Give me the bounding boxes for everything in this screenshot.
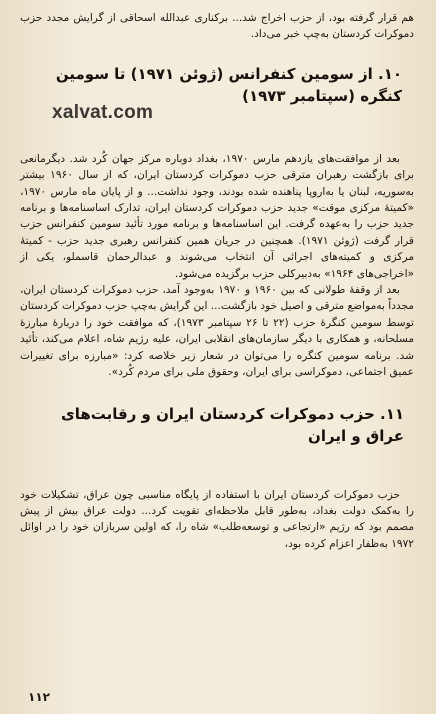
watermark-text: xalvat.com	[52, 102, 154, 123]
page-number: ۱۱۲	[28, 690, 50, 704]
section-10-paragraph-2: بعد از وقفهٔ طولانی که بین ۱۹۶۰ و ۱۹۷۰ به‌وجود آمد، حزب دموکرات کردستان ایران، مجدداً به‌مواضع مترقی و اصیل خود بازگشت... این گرایش به‌چپ حزب دموکرات کردستان توسط سومین کنگرهٔ حزب (۲۲ تا ۲۶ سپتامبر ۱۹۷۳)، که موافقت خود را دربارهٔ مبارزهٔ مسلحانه، و همکاری با دیگر سازمان‌های انقلابی ایران، علیه رژیم شاه، اعلام می‌کند، تأئید شد. برنامه سومین کنگره را می‌توان در شعار زیر خلاصه کرد: «مبارزه برای تغییرات عمیق اجتماعی، دموکراسی برای ایران، وحقوق ملی برای مردم کُرد».	[20, 284, 414, 379]
section-10-body	[20, 151, 414, 381]
section-11-heading: ۱۱. حزب دموکرات کردستان ایران و رقابت‌های عراق و ایران	[60, 404, 404, 445]
section-10-paragraph-1: بعد از موافقت‌های یازدهم مارس ۱۹۷۰، بغداد دوباره مرکز جهان کُرد شد. دیگرمانعی برای بازگشت رهبران مترقی حزب دموکرات کردستان ایران، که از سال ۱۹۶۰ بیشتر به‌سوریه، لبنان یا به‌اروپا پناهنده شده بودند، وجود نداشت... و از پایان ماه مارس ۱۹۷۰، «کمیتهٔ مرکزی موقت» جدید حزب دموکرات کردستان ایران، تدارک اساسنامه‌ها و برنامه جدید حزب را به‌عهده گرفت. این اساسنامه‌ها و برنامه مورد تأئید سومین کنفرانس حزب قرار گرفت (ژوئن ۱۹۷۱). همچنین در جریان همین کنفرانس رهبری جدید حزب - کمیتهٔ مرکزی و کمیته‌های اجرائی آن انتخاب می‌شوند و عبدالرحمان قاسملو، یکی از «اخراجی‌های ۱۹۶۴» به‌دبیرکلی حزب برگزیده می‌شود.	[20, 152, 415, 280]
section-11-paragraph-1: حزب دموکرات کردستان ایران با استفاده از پایگاه مناسبی چون عراق، تشکیلات خود را به‌کمک دولت بغداد، به‌طور قابل ملاحظه‌ای تقویت کرد... دولت عراق بیش از پیش مصمم بود که رژیم «ارتجاعی و توسعه‌طلب» شاه را، که اولین سربازان خود را در اوائل ۱۹۷۲ به‌ظفار اعزام کرده بود،	[20, 488, 414, 550]
section-10-heading: ۱۰. از سومین کنفرانس (ژوئن ۱۹۷۱) تا سومین کنگره (سپتامبر ۱۹۷۳)	[55, 64, 402, 105]
section-11-body	[20, 487, 414, 553]
intro-paragraph: هم قرار گرفته بود، از حزب اخراج شد... برکناری عبدالله اسحاقی از گرایش مجدد حزب دموکرات کردستان به‌چپ خبر می‌داد.	[20, 12, 414, 41]
